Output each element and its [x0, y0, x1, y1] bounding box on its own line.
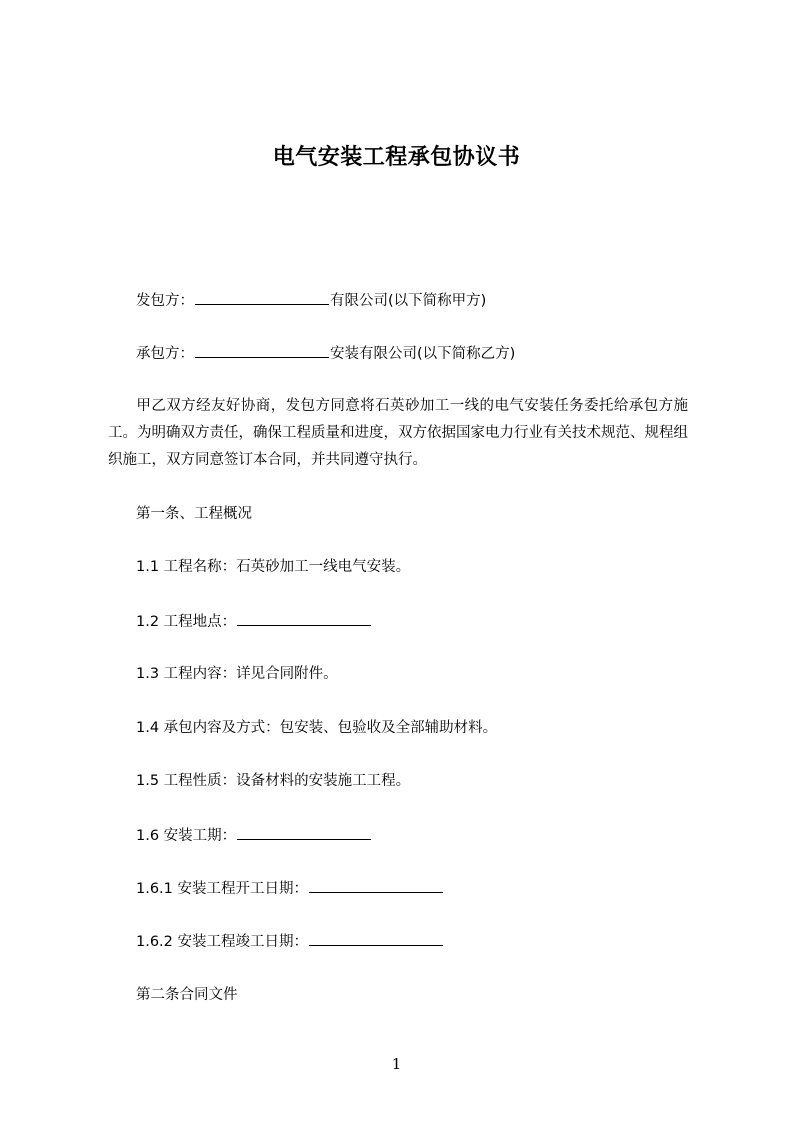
intro-paragraph: [108, 393, 688, 474]
document-title: 电气安装工程承包协议书: [272, 145, 521, 170]
intro-paragraph-text: 甲乙双方经友好协商，发包方同意将石英砂加工一线的电气安装任务委托给承包方施工。为明确双方责任，确保工程质量和进度，双方依据国家电力行业有关技术规范、规程组织施工，双方同意签订本合同，并共同遵守执行。: [108, 398, 688, 468]
party-a-line: [136, 290, 486, 311]
item-1-6-1-label: 1.6.1 安装工程开工日期：: [136, 881, 309, 897]
party-b-blank: [195, 343, 329, 358]
item-1-6-1-blank: [309, 878, 443, 893]
item-1-3: 1.3 工程内容：详见合同附件。: [136, 666, 338, 682]
article1-heading: 第一条、工程概况: [136, 506, 252, 522]
party-b-label: 承包方：: [136, 346, 194, 362]
item-1-2-blank: [237, 611, 371, 626]
party-a-label: 发包方：: [136, 293, 194, 309]
item-1-6-label: 1.6 安装工期：: [136, 828, 237, 844]
item-1-6-1-line: [136, 878, 444, 899]
party-a-suffix: 有限公司(以下简称甲方): [330, 293, 487, 309]
party-a-blank: [195, 290, 329, 305]
item-1-2-line: [136, 611, 372, 632]
item-1-1: 1.1 工程名称：石英砂加工一线电气安装。: [136, 559, 411, 575]
party-b-suffix: 安装有限公司(以下简称乙方): [330, 346, 516, 362]
item-1-6-2-blank: [309, 931, 443, 946]
page-number: 1: [391, 1055, 402, 1073]
item-1-4: 1.4 承包内容及方式：包安装、包验收及全部辅助材料。: [136, 720, 498, 736]
item-1-6-2-label: 1.6.2 安装工程竣工日期：: [136, 934, 309, 950]
party-b-line: [136, 343, 515, 364]
item-1-6-line: [136, 825, 372, 846]
item-1-6-blank: [237, 825, 371, 840]
item-1-6-2-line: [136, 931, 444, 952]
article2-heading: 第二条合同文件: [136, 987, 238, 1003]
item-1-5: 1.5 工程性质：设备材料的安装施工工程。: [136, 773, 411, 789]
item-1-2-label: 1.2 工程地点：: [136, 614, 237, 630]
